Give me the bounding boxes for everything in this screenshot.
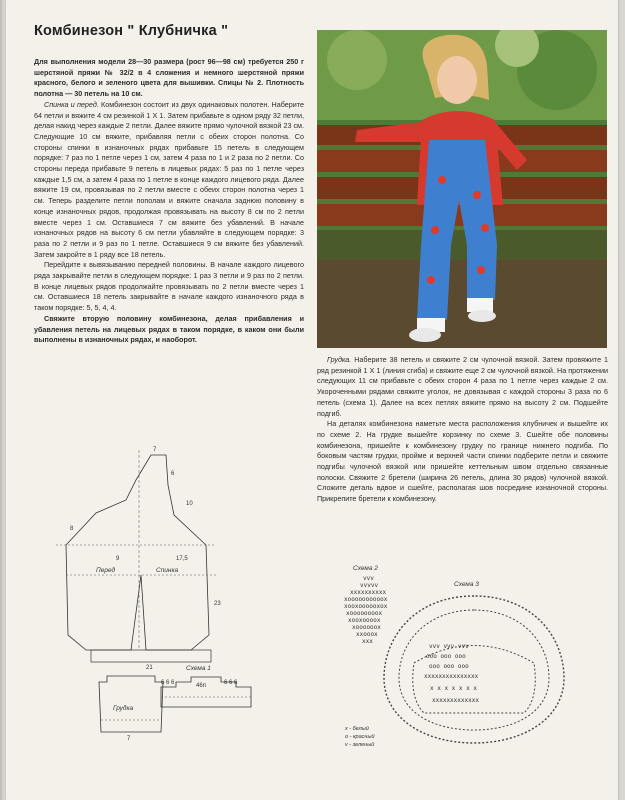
svg-text:xxx: xxx (362, 638, 373, 645)
dim-label: 9 (116, 556, 120, 562)
svg-text:xooxoooooxox: xooxoooooxox (344, 603, 388, 610)
second-half-paragraph: Свяжите вторую половину комбинезона, делая прибавления и убавления петель на лицевых рядах в таком порядке, в каком они были выполнены в изнаночных рядах, и наоборот. (34, 313, 304, 345)
dim-label: 6 6 6 (161, 680, 175, 686)
back-label: Спинка (156, 567, 179, 574)
scheme2-label: Схема 2 (353, 565, 378, 572)
back-front-paragraph (34, 100, 304, 261)
svg-text:ooo ooo ooo: ooo ooo ooo (429, 663, 469, 670)
svg-text:ooo ooo ooo: ooo ooo ooo (426, 653, 466, 660)
child-photo (317, 30, 607, 348)
bib-text: Наберите 38 петель и свяжите 2 см чулочной вязкой. Затем провяжите 1 ряд резинкой 1 Х 1 (линия сгиба) и свяжите еще 2 см чулочной вязкой. На протяжении следующих 11 см прибавьте с обеих сторон 4 раза по 1 петле через каждые 2 см. Укороченными рядами свяжите уголок, не довязывая с каждой стороны 3 раза по 6 петель (схема 1). Далее на всех петлях вяжите прямо на высоту 2 см. Подшейте подгиб. (317, 355, 608, 418)
dim-label: 17,5 (176, 556, 188, 562)
dim-label: 7 (127, 736, 131, 742)
svg-text:xoooooooox: xoooooooox (346, 610, 383, 617)
intro-paragraph: Для выполнения модели 28—30 размера (рост 96—98 см) требуется 250 г шерстяной пряжи № 32/2 в 4 сложения и немного шерстяной пряжи красного, белого и зеленого цвета для вышивки. Спицы № 2. Плотность полотна — 30 петель на 10 см. (34, 57, 304, 99)
dim-label: 21 (146, 665, 153, 670)
legend-item: х - белый (345, 726, 369, 732)
bib-heading: Грудка. (327, 355, 352, 364)
dim-label: 7 (153, 447, 157, 453)
scheme3-label: Схема 3 (454, 581, 479, 588)
scheme1-label: Схема 1 (186, 665, 211, 672)
dim-label: 23 (214, 601, 221, 607)
front-half-paragraph: Перейдите к вывязыванию передней половины. В начале каждого лицевого ряда закрывайте петли в следующем порядке: 1 раз 3 петли и 9 раз по 2 петли. В конце лицевых рядов продолжайте провязывать по 2 петли вместе через 1 см. Оставшиеся 18 петель закрывайте в начале каждого изнаночного ряда в таком порядке: 5, 5, 4, 4. (34, 260, 304, 313)
svg-text:xxxxxxxxxxxxx: xxxxxxxxxxxxx (432, 697, 479, 704)
svg-text:vvv: vvv (363, 575, 374, 582)
back-front-text: Комбинезон состоит из двух одинаковых полотен. Наберите 64 петли и вяжите 4 см резинкой 1 Х 1. Затем прибавьте в одном ряду 32 петли, делая накид через каждые 2 петли. Далее вяжите прямо чулочной вязкой 23 см. Следующие 10 см вяжите, прибавляя петли с обеих сторон полотна. Со стороны спинки в изнаночных рядах прибавьте 15 петель в следующем порядке: 7 раз по 1 петле через 1 см, затем 4 раза по 1 и 2 раза по 2 петли. Со стороны переда прибавьте 9 петель в лицевых рядах: 5 раз по 1 петле через каждые 1,5 см, а затем 4 раза по 1 петле в конце каждого лицевого ряда. Далее вяжите 19 см, провязывая по 2 петли вместе с обеих сторон полотна через 1 см. Теперь разделите петли пополам и вяжите сначала заднюю половину в конце изнаночных рядов, продолжая провязывать на высоту 8 см по 2 петли вместе через 1 см. Оставшиеся 7 см вяжите без убавлений. В начале изнаночных рядов на высоту 6 см петли убавляйте в следующем порядке: 3 раза по 2 петли и 9 раз по 1 петле. Оставшиеся 9 см вяжите без убавлений. Затем закройте в 1 ряду все 18 петель. (34, 99, 304, 259)
magazine-page (6, 0, 618, 800)
svg-text:xxooox: xxooox (356, 631, 378, 638)
child-photo-illustration (317, 30, 607, 348)
dim-label: 10 (186, 501, 193, 507)
scheme1-diagram (156, 662, 256, 722)
dim-label: 46п (196, 683, 206, 689)
legend-item: о - красный (345, 734, 375, 740)
dim-label: 8 (70, 526, 74, 532)
svg-text:vvvvv: vvvvv (360, 582, 379, 589)
legend-item: v - зеленый (345, 742, 375, 748)
front-label: Перед (96, 567, 116, 574)
dim-label: 6 6 6 (224, 680, 238, 686)
dim-label: 6 (171, 471, 175, 477)
svg-text:xoooooooooox: xoooooooooox (344, 596, 388, 603)
stitch-legend (345, 725, 375, 749)
svg-text:x x x x x x x: x x x x x x x (430, 685, 477, 692)
svg-text:xxxxxxxxxxxxxxx: xxxxxxxxxxxxxxx (424, 673, 479, 680)
svg-text:xooxoooox: xooxoooox (348, 617, 381, 624)
right-text-column (317, 355, 608, 505)
bib-diagram-label: Грудка (113, 705, 134, 712)
left-text-column (34, 57, 304, 346)
back-front-heading: Спинка и перед. (44, 99, 99, 109)
assembly-paragraph: На деталях комбинезона наметьте места расположения клубничек и вышейте их по схеме 2. На грудке вышейте корзинку по схеме 3. Сшейте обе половины комбинезона, пришейте к комбинезону грудку по границе нижнего подгиба. По боковым частям грудки, пройме и верхней части спинки подберите петли и свяжите подгибы чулочной вязкой или пришейте кеттельным швом отдельно связанные полоски. Свяжите 2 бретели (ширина 26 петель, длина 30 рядов) чулочной вязкой. Сложите деталь вдвое и сшейте, располагая шов посредине изнаночной стороны. Прикрепите бретели к комбинезону. (317, 419, 608, 504)
scheme3-diagram (374, 578, 574, 748)
svg-text:xxxxxxxxxx: xxxxxxxxxx (350, 589, 387, 596)
pattern-diagram (56, 445, 226, 670)
bib-paragraph (317, 355, 608, 419)
svg-text:vvv vvv vvv: vvv vvv vvv (429, 643, 469, 650)
page-title: Комбинезон " Клубничка " (34, 23, 229, 39)
svg-text:xoooooox: xoooooox (352, 624, 381, 631)
